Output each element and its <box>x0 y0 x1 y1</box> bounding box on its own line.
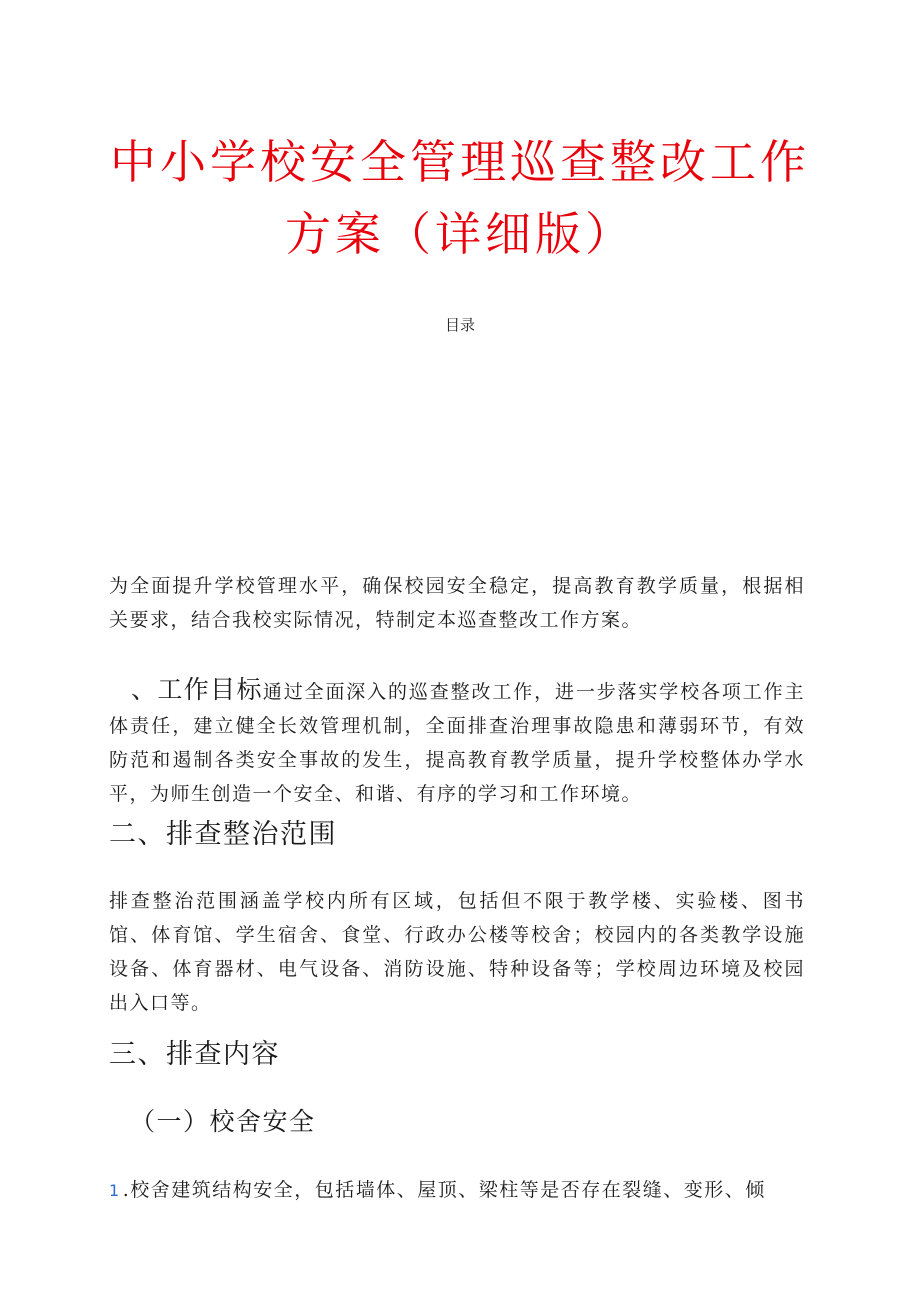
section2-heading: 二、排查整治范围 <box>109 819 337 850</box>
intro-paragraph: 为全面提升学校管理水平，确保校园安全稳定，提高教育教学质量，根据相关要求，结合我校实际情况，特制定本巡查整改工作方案。 <box>109 575 805 631</box>
list-item <box>109 1173 805 1208</box>
section1-heading: 、工作目标 <box>131 675 263 704</box>
list-item-text: .校舍建筑结构安全，包括墙体、屋顶、梁柱等是否存在裂缝、变形、倾 <box>122 1179 766 1201</box>
section2-body: 排查整治范围涵盖学校内所有区域，包括但不限于教学楼、实验楼、图书馆、体育馆、学生宿舍、食堂、行政办公楼等校舍；校园内的各类教学设施设备、体育器材、电气设备、消防设施、特种设备等；学校周边环境及校园出入口等。 <box>109 890 805 1014</box>
section3-heading: 三、排查内容 <box>109 1039 280 1070</box>
list-item-number: 1 <box>109 1181 121 1200</box>
section1-paragraph <box>109 673 805 811</box>
section1-body: 通过全面深入的巡查整改工作，进一步落实学校各项工作主体责任，建立健全长效管理机制，全面排查治理事故隐患和薄弱环节，有效防范和遏制各类安全事故的发生，提高教育教学质量，提升学校整体办学水平，为师生创造一个安全、和谐、有序的学习和工作环境。 <box>109 681 805 805</box>
section3-sub1-heading: （一）校舍安全 <box>130 1107 316 1136</box>
document-title-line2: 方案（详细版） <box>285 207 635 261</box>
document-title-line1: 中小学校安全管理巡查整改工作 <box>110 135 810 189</box>
toc-label: 目录 <box>444 316 475 334</box>
